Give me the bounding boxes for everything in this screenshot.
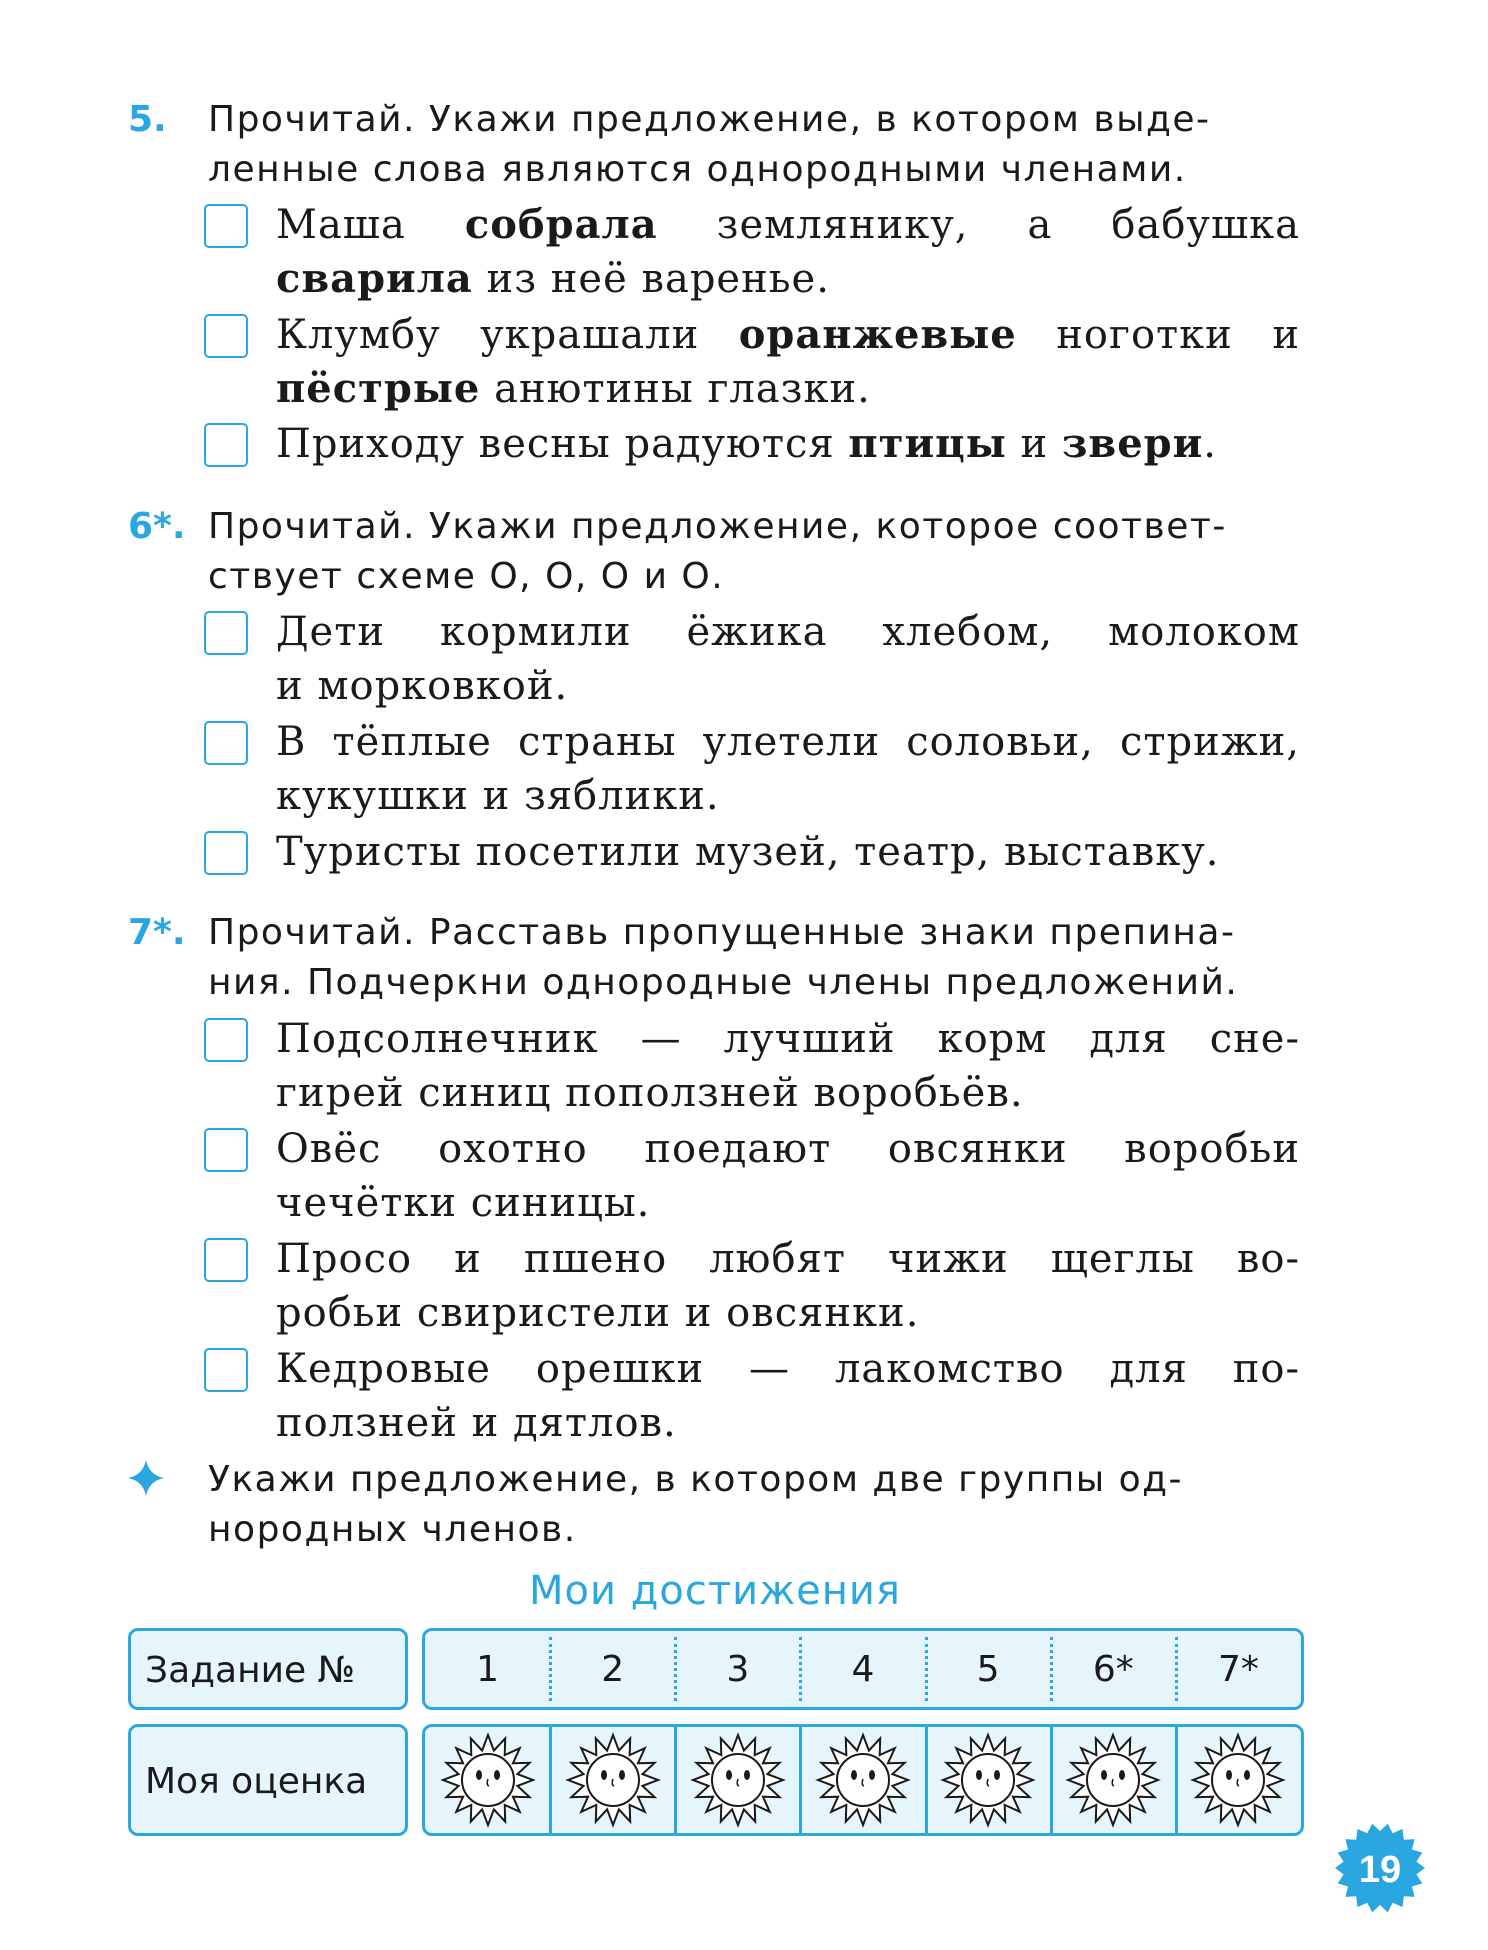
instruction-line: ленные слова являются однородными членами. bbox=[208, 149, 1187, 190]
task-instruction bbox=[208, 502, 1300, 602]
option[interactable] bbox=[204, 605, 1300, 725]
cell-divider bbox=[674, 1727, 677, 1833]
cell-divider bbox=[925, 1727, 928, 1833]
option-fragment: гирей синиц поползней воробьёв. bbox=[276, 1070, 1024, 1116]
option-line bbox=[276, 1012, 1300, 1066]
option-fragment: Овёс охотно поедают овсянки воробьи bbox=[276, 1126, 1300, 1172]
option-fragment: кукушки и зяблики. bbox=[276, 773, 720, 819]
task-number: 7*. bbox=[128, 912, 186, 953]
cell-divider bbox=[674, 1637, 677, 1701]
option[interactable] bbox=[204, 1012, 1300, 1132]
answer-checkbox[interactable] bbox=[204, 1348, 248, 1392]
answer-checkbox[interactable] bbox=[204, 423, 248, 467]
option-line bbox=[276, 362, 1300, 416]
task-instruction bbox=[208, 95, 1300, 195]
sun-rating-icon[interactable] bbox=[1065, 1732, 1161, 1828]
task-number-cell: 2 bbox=[601, 1648, 625, 1690]
option-text bbox=[276, 1012, 1300, 1120]
grade-label-box bbox=[128, 1724, 408, 1836]
task-number-cell: 1 bbox=[476, 1648, 500, 1690]
answer-checkbox[interactable] bbox=[204, 721, 248, 765]
achievements-title: Мои достижения bbox=[529, 1568, 901, 1614]
sun-rating-icon[interactable] bbox=[940, 1732, 1036, 1828]
option-fragment: ноготки и bbox=[1016, 312, 1300, 358]
cell-divider bbox=[1175, 1727, 1178, 1833]
sun-rating-icon[interactable] bbox=[815, 1732, 911, 1828]
option-text bbox=[276, 1232, 1300, 1340]
star-icon bbox=[126, 1458, 166, 1498]
option-fragment: и bbox=[1006, 421, 1062, 467]
option-line bbox=[276, 252, 1300, 306]
sun-rating-icon[interactable] bbox=[690, 1732, 786, 1828]
option-line bbox=[276, 715, 1300, 769]
option-fragment: Дети кормили ёжика хлебом, молоком bbox=[276, 609, 1300, 655]
option[interactable] bbox=[204, 198, 1300, 318]
sun-rating-icon[interactable] bbox=[1190, 1732, 1286, 1828]
page-number: 19 bbox=[1358, 1849, 1402, 1891]
sun-rating-icon[interactable] bbox=[440, 1732, 536, 1828]
option-fragment: и морковкой. bbox=[276, 663, 569, 709]
task-instruction bbox=[208, 908, 1300, 1008]
option-text bbox=[276, 715, 1300, 823]
option-line bbox=[276, 825, 1300, 879]
task-number: 6*. bbox=[128, 506, 186, 547]
sun-rating-icon[interactable] bbox=[565, 1732, 661, 1828]
option-fragment: из неё варенье. bbox=[472, 256, 830, 302]
option-line bbox=[276, 1396, 1300, 1450]
option-line bbox=[276, 1232, 1300, 1286]
instruction-line: ствует схеме О, О, О и О. bbox=[208, 556, 725, 597]
task-number-cell: 3 bbox=[726, 1648, 750, 1690]
task-number-cell: 4 bbox=[851, 1648, 875, 1690]
highlighted-word: собрала bbox=[464, 201, 658, 248]
option-line bbox=[276, 1066, 1300, 1120]
option-line bbox=[276, 1122, 1300, 1176]
cell-divider bbox=[925, 1637, 928, 1701]
option-text bbox=[276, 417, 1300, 471]
instruction-line: Прочитай. Укажи предложение, в котором выде- bbox=[208, 99, 1211, 140]
option-fragment: робьи свиристели и овсянки. bbox=[276, 1290, 920, 1336]
instruction-line: Прочитай. Укажи предложение, которое соответ- bbox=[208, 506, 1227, 547]
cell-divider bbox=[1050, 1637, 1053, 1701]
option[interactable] bbox=[204, 715, 1300, 835]
highlighted-word: звери bbox=[1061, 420, 1204, 467]
option-fragment: Подсолнечник — лучший корм для сне- bbox=[276, 1016, 1300, 1062]
option-text bbox=[276, 1122, 1300, 1230]
option[interactable] bbox=[204, 1122, 1300, 1242]
option-line bbox=[276, 769, 1300, 823]
highlighted-word: оранжевые bbox=[738, 311, 1017, 358]
option-fragment: Просо и пшено любят чижи щеглы во- bbox=[276, 1236, 1300, 1282]
answer-checkbox[interactable] bbox=[204, 1238, 248, 1282]
option-text bbox=[276, 198, 1300, 306]
highlighted-word: пёстрые bbox=[276, 365, 481, 412]
answer-checkbox[interactable] bbox=[204, 611, 248, 655]
option-fragment: . bbox=[1203, 421, 1218, 467]
page-number-badge bbox=[1334, 1822, 1426, 1914]
option-line bbox=[276, 1342, 1300, 1396]
instruction-line: ния. Подчеркни однородные члены предложений. bbox=[208, 962, 1239, 1003]
option-text bbox=[276, 308, 1300, 416]
option-fragment: Клумбу украшали bbox=[276, 312, 739, 358]
cell-divider bbox=[1175, 1637, 1178, 1701]
bonus-instruction bbox=[208, 1455, 1300, 1555]
answer-checkbox[interactable] bbox=[204, 1018, 248, 1062]
task-number: 5. bbox=[128, 99, 167, 140]
option-fragment: Приходу весны радуются bbox=[276, 421, 849, 467]
option-fragment: Маша bbox=[276, 202, 465, 248]
instruction-line: Прочитай. Расставь пропущенные знаки препина- bbox=[208, 912, 1236, 953]
option-fragment: Туристы посетили музей, театр, выставку. bbox=[276, 829, 1220, 875]
option-fragment: землянику, а бабушка bbox=[657, 202, 1300, 248]
option[interactable] bbox=[204, 1342, 1300, 1462]
grade-label: Моя оценка bbox=[145, 1761, 368, 1802]
option-fragment: Кедровые орешки — лакомство для по- bbox=[276, 1346, 1300, 1392]
answer-checkbox[interactable] bbox=[204, 314, 248, 358]
answer-checkbox[interactable] bbox=[204, 1128, 248, 1172]
option-line bbox=[276, 659, 1300, 713]
option-line bbox=[276, 1286, 1300, 1340]
option-line bbox=[276, 417, 1300, 471]
task-number-cell: 7* bbox=[1217, 1648, 1259, 1690]
highlighted-word: птицы bbox=[848, 420, 1007, 467]
cell-divider bbox=[549, 1727, 552, 1833]
option[interactable] bbox=[204, 308, 1300, 428]
answer-checkbox[interactable] bbox=[204, 831, 248, 875]
option-line bbox=[276, 1176, 1300, 1230]
option-text bbox=[276, 1342, 1300, 1450]
task-number-cell: 6* bbox=[1092, 1648, 1134, 1690]
task-label: Задание № bbox=[145, 1650, 356, 1691]
instruction-line: Укажи предложение, в котором две группы од- bbox=[208, 1459, 1184, 1500]
option-fragment: чечётки синицы. bbox=[276, 1180, 651, 1226]
cell-divider bbox=[549, 1637, 552, 1701]
cell-divider bbox=[799, 1727, 802, 1833]
option[interactable] bbox=[204, 1232, 1300, 1352]
cell-divider bbox=[1050, 1727, 1053, 1833]
option-text bbox=[276, 825, 1300, 879]
cell-divider bbox=[799, 1637, 802, 1701]
option-line bbox=[276, 198, 1300, 252]
task-number-cell: 5 bbox=[976, 1648, 1000, 1690]
task-numbers-row bbox=[422, 1628, 1304, 1710]
instruction-line: нородных членов. bbox=[208, 1509, 577, 1550]
task-label-box bbox=[128, 1628, 408, 1710]
option-text bbox=[276, 605, 1300, 713]
option-line bbox=[276, 308, 1300, 362]
option-line bbox=[276, 605, 1300, 659]
option-fragment: ползней и дятлов. bbox=[276, 1400, 677, 1446]
option-fragment: В тёплые страны улетели соловьи, стрижи, bbox=[276, 719, 1300, 765]
highlighted-word: сварила bbox=[276, 255, 473, 302]
option-fragment: анютины глазки. bbox=[480, 366, 871, 412]
grades-row bbox=[422, 1724, 1304, 1836]
answer-checkbox[interactable] bbox=[204, 204, 248, 248]
